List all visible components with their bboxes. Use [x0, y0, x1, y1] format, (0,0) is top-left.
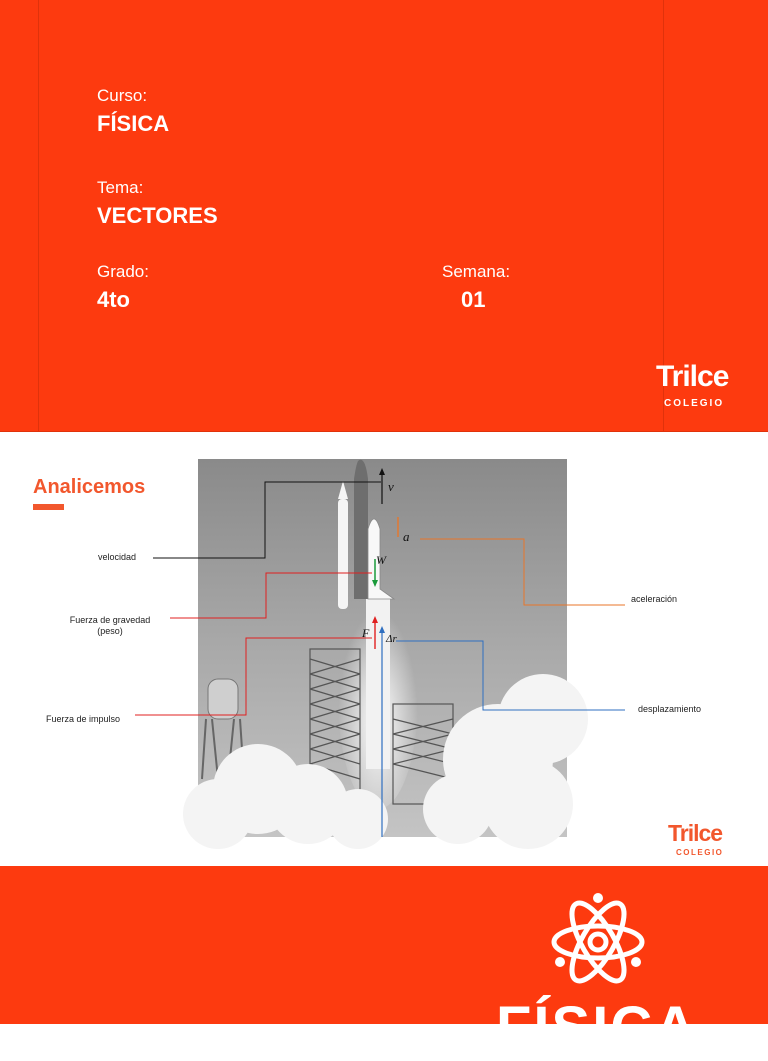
tema-value: VECTORES — [97, 203, 218, 228]
semana-value: 01 — [461, 287, 486, 312]
trilce-logo-small: Trilce — [668, 820, 723, 846]
displacement-connector — [396, 641, 625, 710]
analicemos-slide — [0, 448, 768, 866]
grado-value: 4to — [97, 287, 130, 312]
slide-separator — [0, 432, 768, 448]
curso-value: FÍSICA — [97, 111, 170, 136]
trilce-logo-small-sub: COLEGIO — [676, 848, 724, 857]
label-aceleracion: aceleración — [631, 594, 678, 604]
tema-label: Tema: — [97, 178, 144, 197]
label-velocidad: velocidad — [98, 552, 137, 562]
grado-label: Grado: — [97, 262, 149, 281]
trilce-logo: Trilce — [656, 360, 729, 393]
symbol-f: F — [362, 626, 370, 640]
trilce-logo-sub: COLEGIO — [664, 398, 725, 409]
atom-icon — [548, 892, 648, 992]
impulse-connector — [135, 638, 372, 715]
cover-slide — [0, 0, 768, 432]
symbol-r: Δr — [386, 633, 397, 645]
border-line-left — [38, 0, 39, 432]
gravity-connector — [170, 573, 372, 618]
fisica-title-slide — [0, 866, 768, 1060]
symbol-v: v — [388, 479, 394, 494]
symbol-a: a — [403, 529, 410, 544]
fisica-big-title: FÍSICA — [496, 995, 699, 1060]
analicemos-title: Analicemos — [33, 476, 146, 498]
label-desplazamiento: desplazamiento — [638, 704, 702, 714]
symbol-w: W — [376, 553, 386, 567]
curso-label: Curso: — [97, 86, 148, 105]
label-fuerza-impulso: Fuerza de impulso — [46, 714, 121, 724]
label-gravedad-line1: Fuerza de gravedad — [69, 615, 151, 625]
semana-label: Semana: — [442, 262, 511, 281]
connector-lines — [0, 448, 768, 866]
velocity-connector — [153, 482, 381, 558]
label-gravedad-line2: (peso) — [97, 626, 123, 636]
acceleration-connector — [420, 539, 625, 605]
label-fuerza-gravedad — [60, 615, 160, 637]
